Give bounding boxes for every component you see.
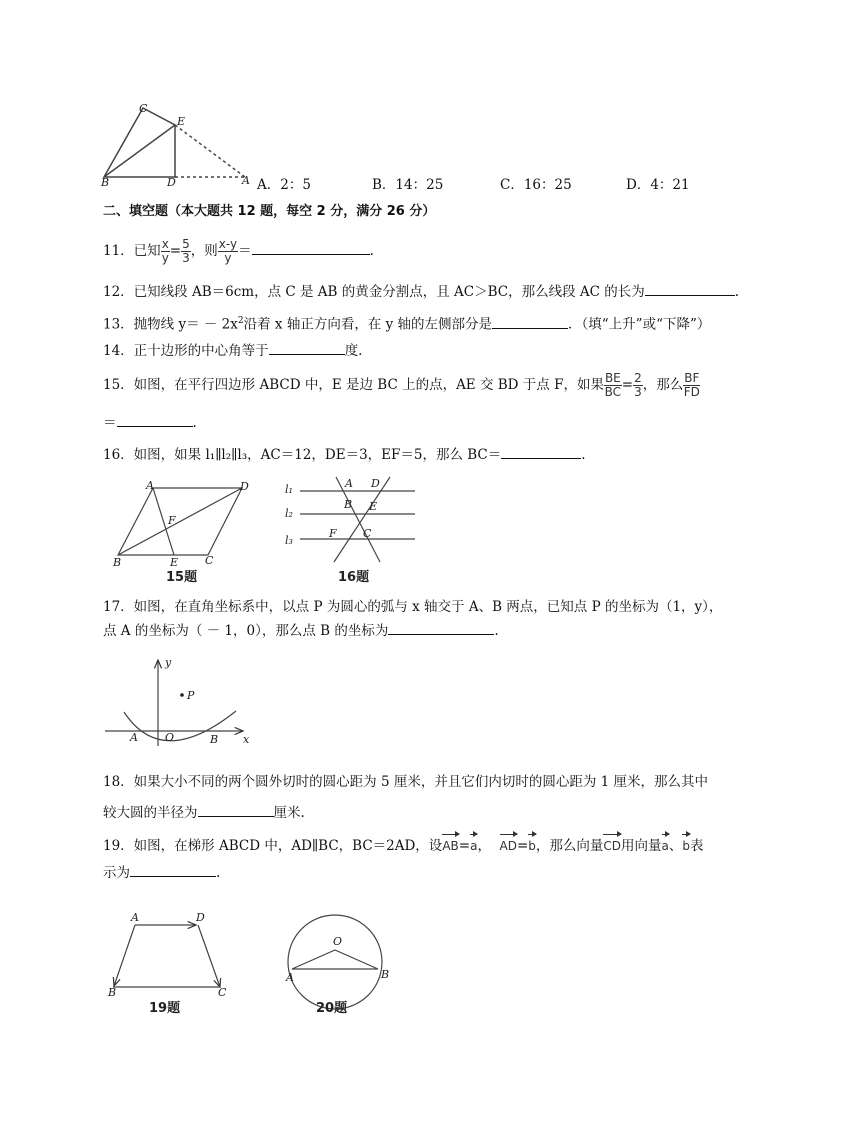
figure-caption: 15题 xyxy=(166,570,198,585)
numerator: BF xyxy=(684,371,700,385)
text: 14．正十边形的中心角等于 xyxy=(103,343,269,359)
denominator: 3 xyxy=(182,251,190,265)
question-15 xyxy=(103,372,700,399)
label: D xyxy=(167,176,176,189)
answer-blank[interactable] xyxy=(645,281,735,296)
text: 13．抛物线 y＝ － 2x xyxy=(103,316,238,333)
label: O xyxy=(165,731,175,744)
text: 、 xyxy=(668,838,683,854)
label: D xyxy=(240,480,249,493)
vector: b xyxy=(528,836,536,856)
label: C xyxy=(205,554,214,567)
label: E xyxy=(170,556,179,569)
label: P xyxy=(187,689,195,702)
numerator: 5 xyxy=(182,237,190,251)
option-b: B．14：25 xyxy=(372,177,444,193)
label: B xyxy=(210,733,219,746)
text: ＝ xyxy=(238,243,252,259)
question-13 xyxy=(103,311,710,335)
numerator: x-y xyxy=(218,237,238,251)
section-title: 二、填空题（本大题共 12 题，每空 2 分，满分 26 分） xyxy=(103,204,436,219)
question-16 xyxy=(103,444,586,465)
question-15-answer xyxy=(103,412,197,433)
text: 用向量 xyxy=(621,838,662,854)
figure-q15-parallelogram xyxy=(118,488,242,555)
answer-blank[interactable] xyxy=(388,620,494,635)
answer-blank[interactable] xyxy=(117,412,193,427)
question-14 xyxy=(103,340,362,361)
numerator: BE xyxy=(604,371,621,385)
text: ，那么向量 xyxy=(535,838,604,854)
figure-caption: 19题 xyxy=(149,1001,181,1016)
label: l₂ xyxy=(285,507,293,520)
figure-caption: 20题 xyxy=(316,1001,348,1016)
label: A xyxy=(146,479,154,492)
text: . xyxy=(494,623,499,639)
question-19 xyxy=(103,836,704,856)
denominator: 3 xyxy=(634,385,642,399)
vector: a xyxy=(470,836,477,856)
option-d: D．4：21 xyxy=(626,177,690,193)
vector: CD xyxy=(603,836,621,856)
figure-caption: 16题 xyxy=(338,570,370,585)
text: . xyxy=(192,415,197,431)
label: E xyxy=(369,500,378,513)
text: = xyxy=(516,838,529,854)
text: 示为 xyxy=(103,865,130,881)
label: B xyxy=(381,968,390,981)
label: C xyxy=(218,986,227,999)
label: F xyxy=(329,527,337,540)
label: O xyxy=(333,935,343,948)
label: A xyxy=(242,174,250,187)
question-19-line2 xyxy=(103,862,220,883)
text: 点 A 的坐标为（ － 1，0），那么点 B 的坐标为 xyxy=(103,623,389,639)
answer-blank[interactable] xyxy=(252,240,370,255)
label: C xyxy=(363,527,372,540)
text: 度. xyxy=(344,343,363,359)
text: ， xyxy=(477,838,491,854)
question-12 xyxy=(103,281,739,302)
text: 2 xyxy=(237,316,244,326)
text: 厘米. xyxy=(273,805,305,821)
label: D xyxy=(371,477,380,490)
label: B xyxy=(344,498,353,511)
text: 18．如果大小不同的两个圆外切时的圆心距为 5 厘米，并且它们内切时的圆心距为 1 厘米，那么其中 xyxy=(103,774,709,790)
text: . xyxy=(369,243,374,259)
text: ，那么 xyxy=(642,377,684,393)
text: 表 xyxy=(690,838,704,854)
question-11 xyxy=(103,238,374,265)
label: x xyxy=(243,733,250,746)
answer-blank[interactable] xyxy=(501,444,581,459)
denominator: BC xyxy=(604,385,622,399)
denominator: y xyxy=(161,251,169,265)
label: A xyxy=(131,911,139,924)
text: 沿着 x 轴正方向看，在 y 轴的左侧部分是 xyxy=(243,316,493,333)
question-18 xyxy=(103,772,708,792)
label: l₁ xyxy=(285,483,293,496)
label: y xyxy=(165,656,172,669)
answer-blank[interactable] xyxy=(269,340,345,355)
label: D xyxy=(196,911,205,924)
question-17 xyxy=(103,597,722,617)
figure-q19-trapezoid xyxy=(113,925,220,987)
vector: a xyxy=(662,836,669,856)
answer-blank[interactable] xyxy=(492,314,568,329)
label: C xyxy=(139,102,148,115)
text: . xyxy=(216,865,221,881)
label: l₃ xyxy=(285,534,293,547)
question-17-line2 xyxy=(103,620,499,641)
label: A xyxy=(130,731,138,744)
figure-q20-circle xyxy=(288,915,382,1009)
text: 11．已知 xyxy=(103,243,161,259)
vector: AD xyxy=(500,836,517,856)
denominator: FD xyxy=(683,385,700,399)
label: E xyxy=(177,115,186,128)
text: 较大圆的半径为 xyxy=(103,805,198,821)
text: 16．如图，如果 l₁∥l₂∥l₃，AC＝12，DE＝3，EF＝5，那么 BC＝ xyxy=(103,447,502,463)
text: = xyxy=(169,243,182,259)
text: ＝ xyxy=(103,415,117,431)
label: A xyxy=(286,971,294,984)
numerator: 2 xyxy=(634,371,642,385)
denominator: y xyxy=(224,251,232,265)
text: . xyxy=(734,284,740,300)
label: B xyxy=(108,986,117,999)
text: 12．已知线段 AB＝6cm，点 C 是 AB 的黄金分割点，且 AC＞BC，那么线段 AC 的长为 xyxy=(103,284,645,300)
numerator: x xyxy=(161,237,169,251)
text: 17．如图，在直角坐标系中，以点 P 为圆心的弧与 x 轴交于 A、B 两点，已知点 P 的坐标为（1，y）， xyxy=(103,599,723,615)
vector: b xyxy=(682,836,690,856)
label: A xyxy=(345,477,353,490)
text: = xyxy=(621,377,634,393)
text: 15．如图，在平行四边形 ABCD 中，E 是边 BC 上的点，AE 交 BD 于点 F，如果 xyxy=(103,377,604,393)
label: F xyxy=(168,514,176,527)
question-18-line2 xyxy=(103,802,305,823)
label: B xyxy=(113,556,122,569)
point-p xyxy=(180,693,184,697)
text: 19．如图，在梯形 ABCD 中，AD∥BC，BC＝2AD，设 xyxy=(103,838,443,854)
text: . xyxy=(581,447,586,463)
vector: AB xyxy=(442,836,458,856)
option-a: A．2：5 xyxy=(257,177,311,193)
figure-q16-parallel-lines xyxy=(300,477,415,562)
answer-blank[interactable] xyxy=(198,802,274,817)
answer-blank[interactable] xyxy=(130,862,216,877)
text: ，则 xyxy=(190,243,218,259)
option-c: C．16：25 xyxy=(500,177,572,193)
text: = xyxy=(458,838,471,854)
text: ．（填“上升”或“下降”） xyxy=(568,316,711,333)
figure-q10-triangle xyxy=(104,108,245,177)
label: B xyxy=(101,176,110,189)
